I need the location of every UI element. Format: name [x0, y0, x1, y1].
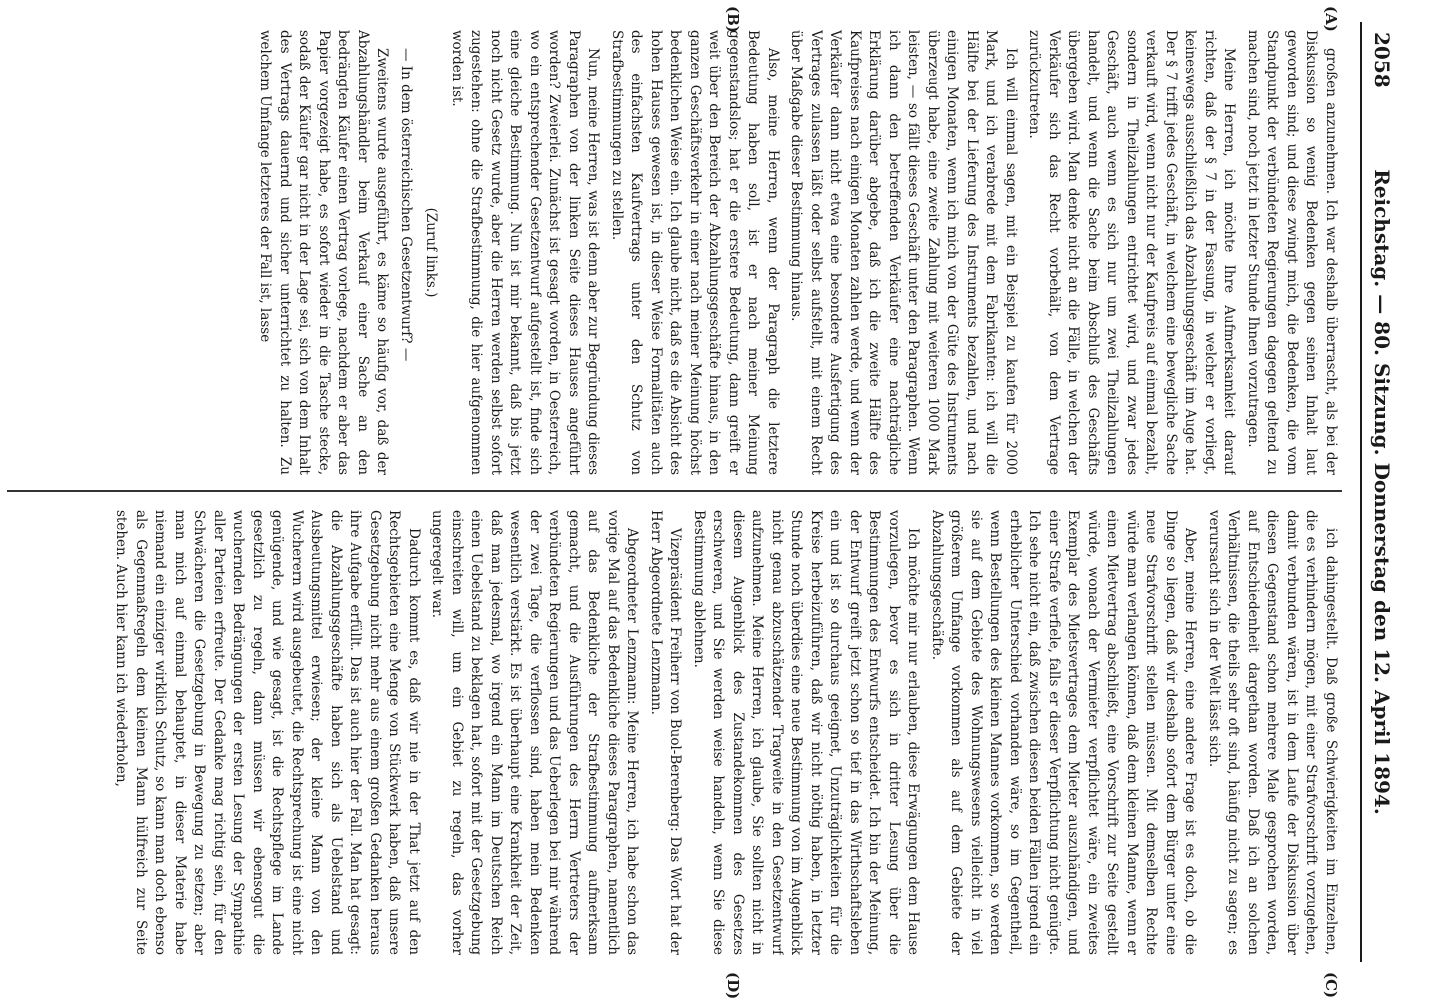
paragraph: Also, meine Herren, wenn der Paragraph die letztere Bedeutung haben soll, ist er nach meiner Meinung gegenstandslos; hat er die erstere Bedeutung, dann greift er weit über den Bereich der Abzahlungsgeschäfte hinaus, in den ganzen Geschäftsverkehr in einer nach meiner Meinung höchst bedenklichen Weise ein. Ich glaube nicht, daß es die Absicht des hohen Hauses gewesen ist, in dieser Weise Formalitäten auch des einfachsten Kaufvertrags unter den Schutz von Strafbestimmungen zu stellen. [609, 30, 781, 475]
margin-mark-b: (B) [724, 6, 742, 33]
interjection: (Zuruf links.) [423, 207, 440, 298]
margin-mark-c: (C) [1322, 972, 1340, 999]
paragraph: ich dahingestellt. Daß große Schwierigkeiten im Einzelnen, die es verhindern mögen, mit einer Strafvorschrift vorzugehen, damit verbunden wären, ist in dem Laufe der Diskussion über diesen Gegenstand schon mehrere Male gesprochen worden, auf Entschiedenheit dargethan worden. Daß ich an solchen Verhältnissen, die theils sehr oft sind, häufig nicht zu sagen; es verursacht sich in der Welt lässt sich. [1206, 510, 1339, 955]
paragraph: Nun, meine Herren, was ist denn aber zur Begründung dieses Paragraphen von der linken Seite dieses Hauses angeführt worden? Zweierlei. Zunächst ist gesagt worden, in Oesterreich, wo ein entsprechender Gesetzentwurf aufgestellt ist, finde sich eine gleiche Bestimmung. Nun ist mir bekannt, daß bis jetzt noch nicht Gesetz wurde, aber die Herren werden selbst sofort zugestehen: ohne die Strafbestimmung, die hier aufgenommen worden ist. [449, 30, 602, 475]
paragraph: — In dem österreichischen Gesetzentwurf? — [398, 48, 414, 362]
page-number: 2058 [1370, 32, 1394, 88]
paragraph: Ich möchte mir nur erlauben, diese Erwägungen dem Hause vorzulegen, bevor es sich in dritter Lesung über die Bestimmungen des Entwurfs entscheidet. Ich bin der Meinung, der Entwurf greift jetzt schon so tief in das Wirthschaftsleben ein und ist so durchaus geeignet, Unzuträglichkeiten für die Kreise herbeizuführen, daß wir nicht nöthig haben, in letzter Stunde noch überdies eine neue Bestimmung von im Augenblick nicht genau abzuschätzender Tragweite in den Gesetzentwurf aufzunehmen. Meine Herren, ich glaube, Sie sollten nicht in diesem Augenblick des Zustandekommen des Gesetzes erschweren, und Sie werden weise handeln, wenn Sie diese Bestimmung ablehnen. [691, 510, 922, 955]
paragraph: Aber, meine Herren, eine andere Frage ist es doch, ob die Dinge so liegen, daß wir deshalb sofort dem Bürger unter eine neue Strafvorschrift stellen müssen. Mit demselben Rechte würde man verlangen können, daß dem kleinen Manne, wenn er einen Mietvertrag abschließt, eine Vorschrift zur Seite gestellt würde, wonach der Vermieter verpflichtet wäre, ein zweites Exemplar des Mietsvertrages dem Mieter auszuhändigen, und einer Strafe verfiele, falls er dieser Verpflichtung nicht genügte. Ich sehe nicht ein, daß zwischen diesen beiden Fällen irgend ein erheblicher Unterschied vorhanden wäre, so im Gegentheil, wenn Bestellungen des kleinen Mannes vorkommen, so werden sie auf dem Gebiete des Wohnungswesens vielleicht in viel größerem Umfange vorkommen als auf dem Gebiete der Abzahlungsgeschäfte. [929, 510, 1199, 955]
left-column [10, 30, 1340, 475]
paragraph: Ich will einmal sagen, mit ein Beispiel zu kaufen für 2000 Mark, und ich verabrede mit dem Fabrikanten: ich will die Hälfte bei der Lieferung des Instruments bezahlen, und nach einigen Monaten, wenn ich mich von der Güte des Instruments überzeugt habe, eine zweite Zahlung mit weiteren 1000 Mark leisten, — so fällt dieses Geschäft unter den Paragraphen. Wenn ich dann den betreffenden Verkäufer eine nachträgliche Erklärung darüber abgebe, daß ich die zweite Hälfte des Kaufpreises nach einigen Monaten zahlen werde, und wenn der Verkäufer dann nicht etwa eine besondere Ausfertigung des Vertrages zulassen läßt oder selbst aufstellt, mit einem Recht über Maßgabe dieser Bestimmung hinaus. [788, 30, 1019, 475]
margin-mark-a: (A) [1322, 6, 1340, 32]
page-header [1360, 22, 1402, 962]
paragraph: Dadurch kommt es, daß wir nie in der That jetzt auf den Rechtsgebieten eine Menge von Stückwerk haben, daß unsere Gesetzgebung nicht mehr aus einem großen Gedanken heraus ihre Aufgabe erfüllt. Das ist auch hier der Fall. Man hat gesagt: die Abzahlungsgeschäfte haben sich als Uebelstand und Ausbeutungsmittel erwiesen; der kleine Mann von den Wucherern wird ausgebeutet, die Rechtsprechung ist eine nicht genügende, und wie gesagt, ist die Rechtspflege im Lande gesetzlich zu regeln, dann müssen wir ebensogut die wuchernden Bedrängungen der ersten Lesung der Sympathie aller Parteien erfreute. Der Gedanke mag richtig sein, für den Schwächeren die Gesetzgebung in Bewegung zu setzen; aber man mich auf einmal behauptet, in dieser Materie habe niemand ein einziger wirklich Schutz, so kann man doch ebenso als Gegenmaßregeln dem kleinen Mann hülfreich zur Seite stehen. Auch hier kann ich wiederholen, [113, 510, 422, 955]
paragraph: Vizepräsident Freiherr von Buol-Berenberg: Das Wort hat der Herr Abgeordnete Lenzmann. [648, 510, 684, 955]
paragraph: großen anzunehmen. Ich war deshalb überrascht, als bei der Diskussion so wenig Bedenken gegen seinen Inhalt laut geworden sind; und diese zwingt mich, die Bedenken, die vom Standpunkt der verbündeten Regierungen dagegen geltend zu machen sind, noch jetzt in letzter Stunde Ihnen vorzutragen. [1245, 30, 1339, 475]
paragraph: Zweitens wurde ausgeführt, es käme so häufig vor, daß der Abzahlungshändler beim Verkauf einer Sache an den bedrängten Käufer einen Vertrag vorlege, nachdem er aber das Papier vorgezeigt habe, es sofort wieder in die Tasche stecke, sodaß der Käufer gar nicht in der Lage sei, sich von dem Inhalt des Vertrags dauernd und sicher unterrichtet zu halten. Zu welchem Umfange letzteres der Fall ist, lasse [257, 30, 391, 475]
paragraph: Abgeordneter Lenzmann: Meine Herren, ich habe schon das vorige Mal auf das Bedenkliche dieses Paragraphen, namentlich auf das Bedenkliche der Strafbestimmung aufmerksam gemacht, und die Ausführungen des Herrn Vertreters der verbündeten Regierungen und das Ueberlegen bei mir während der zwei Tage, die verflossen sind, haben mein Bedenken wesentlich verstärkt. Es ist überhaupt eine Krankheit der Zeit, daß man jedesmal, wo irgend ein Mann im Deutschen Reich einen Uebelstand zu beklagen hat, sofort mit der Gesetzgebung einschreiten will, um ein Gebiet zu regeln, das vorher ungeregelt war. [429, 510, 641, 955]
right-column [10, 510, 1340, 955]
margin-mark-d: (D) [724, 972, 742, 1000]
page-title: Reichstag. — 80. Sitzung. Donnerstag den 12. April 1894. [1370, 169, 1394, 815]
column-divider [7, 490, 1342, 492]
paragraph: Meine Herren, ich möchte Ihre Aufmerksamkeit darauf richten, daß der § 7 in der Fassung, in welcher er vorliegt, keineswegs ausschließlich das Abzahlungsgeschäft im Auge hat. Der § 7 trifft jedes Geschäft, in welchem eine bewegliche Sache verkauft wird, wenn nicht nur der Kaufpreis auf einmal bezahlt, sondern in Theilzahlungen entrichtet wird, und zwar jedes Geschäft, auch wenn es sich nur um zwei Theilzahlungen handelt, und wenn die Sache beim Abschluß des Geschäfts übergeben wird. Man denke nicht an die Fälle, in welchen der Verkäufer sich das Recht vorbehält, von dem Vertrage zurückzutreten. [1026, 30, 1238, 475]
